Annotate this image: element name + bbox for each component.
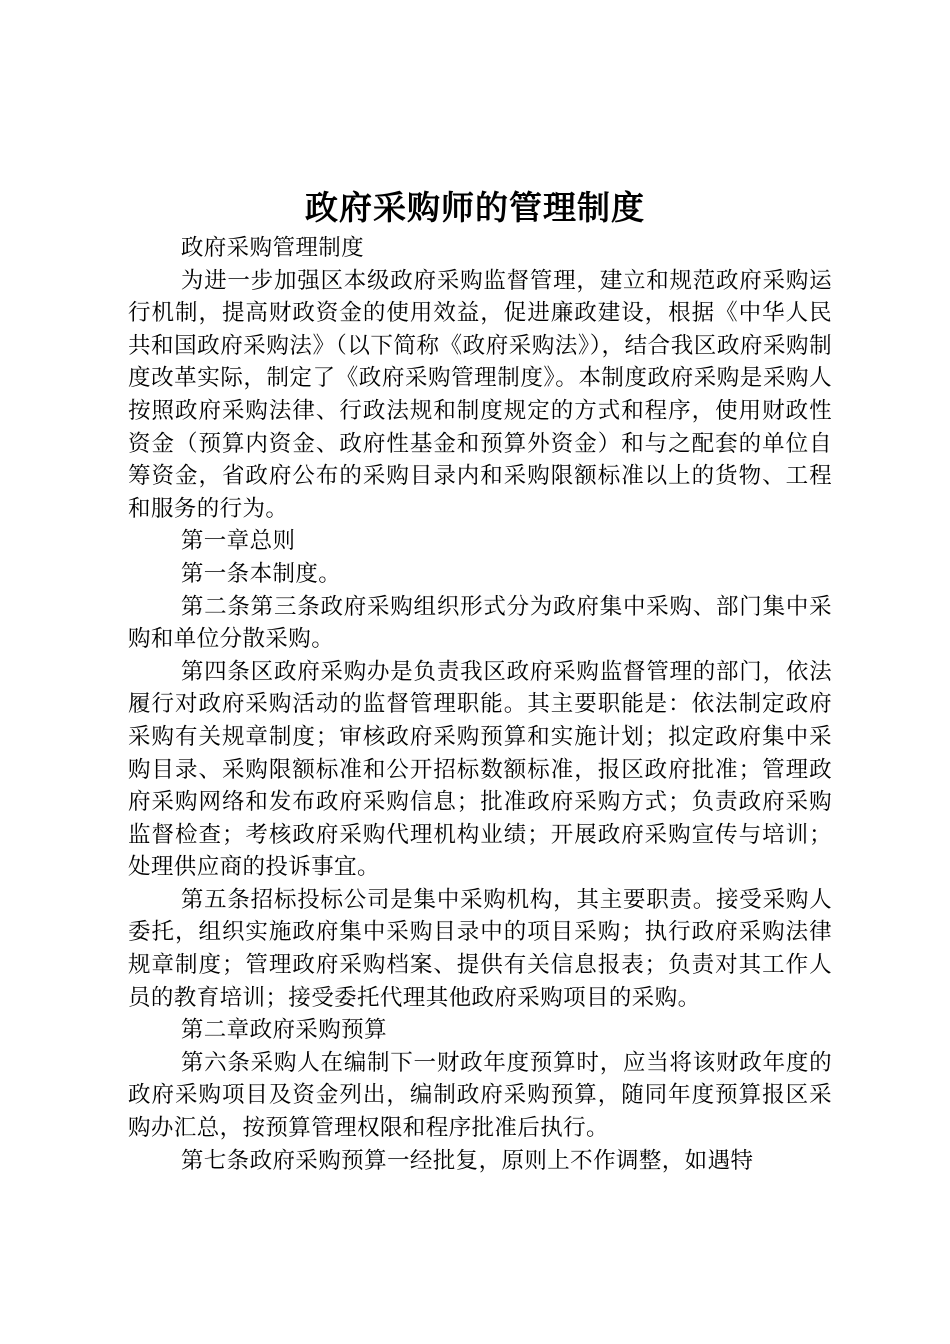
article-4: 第四条区政府采购办是负责我区政府采购监督管理的部门，依法履行对政府采购活动的监督管理职能。其主要职能是：依法制定政府采购有关规章制度；审核政府采购预算和实施计划；拟定政府集中采购目录、采购限额标准和公开招标数额标准，报区政府批准；管理政府采购网络和发布政府采购信息；批准政府采购方式；负责政府采购监督检查；考核政府采购代理机构业绩；开展政府采购宣传与培训；处理供应商的投诉事宜。 — [128, 658, 832, 881]
document-title: 政府采购师的管理制度 — [305, 188, 645, 227]
article-2-3: 第二条第三条政府采购组织形式分为政府集中采购、部门集中采购和单位分散采购。 — [128, 593, 832, 653]
paragraph-subtitle: 政府采购管理制度 — [180, 235, 365, 261]
article-1: 第一条本制度。 — [180, 560, 342, 587]
article-7: 第七条政府采购预算一经批复，原则上不作调整，如遇特 — [180, 1147, 754, 1174]
chapter-heading-2: 第二章政府采购预算 — [180, 1017, 387, 1044]
chapter-heading-1: 第一章总则 — [180, 528, 296, 555]
document-body — [128, 232, 832, 1177]
article-5: 第五条招标投标公司是集中采购机构，其主要职责。接受采购人委托，组织实施政府集中采购目录中的项目采购；执行政府采购法律规章制度；管理政府采购档案、提供有关信息报表；负责对其工作人员的教育培训；接受委托代理其他政府采购项目的采购。 — [128, 886, 832, 1011]
article-6: 第六条采购人在编制下一财政年度预算时，应当将该财政年度的政府采购项目及资金列出，编制政府采购预算，随同年度预算报区采购办汇总，按预算管理权限和程序批准后执行。 — [128, 1049, 832, 1142]
paragraph-preamble: 为进一步加强区本级政府采购监督管理，建立和规范政府采购运行机制，提高财政资金的使用效益，促进廉政建设，根据《中华人民共和国政府采购法》（以下简称《政府采购法》），结合我区政府采购制度改革实际，制定了《政府采购管理制度》。本制度政府采购是采购人按照政府采购法律、行政法规和制度规定的方式和程序，使用财政性资金（预算内资金、政府性基金和预算外资金）和与之配套的单位自筹资金，省政府公布的采购目录内和采购限额标准以上的货物、工程和服务的行为。 — [128, 267, 832, 522]
